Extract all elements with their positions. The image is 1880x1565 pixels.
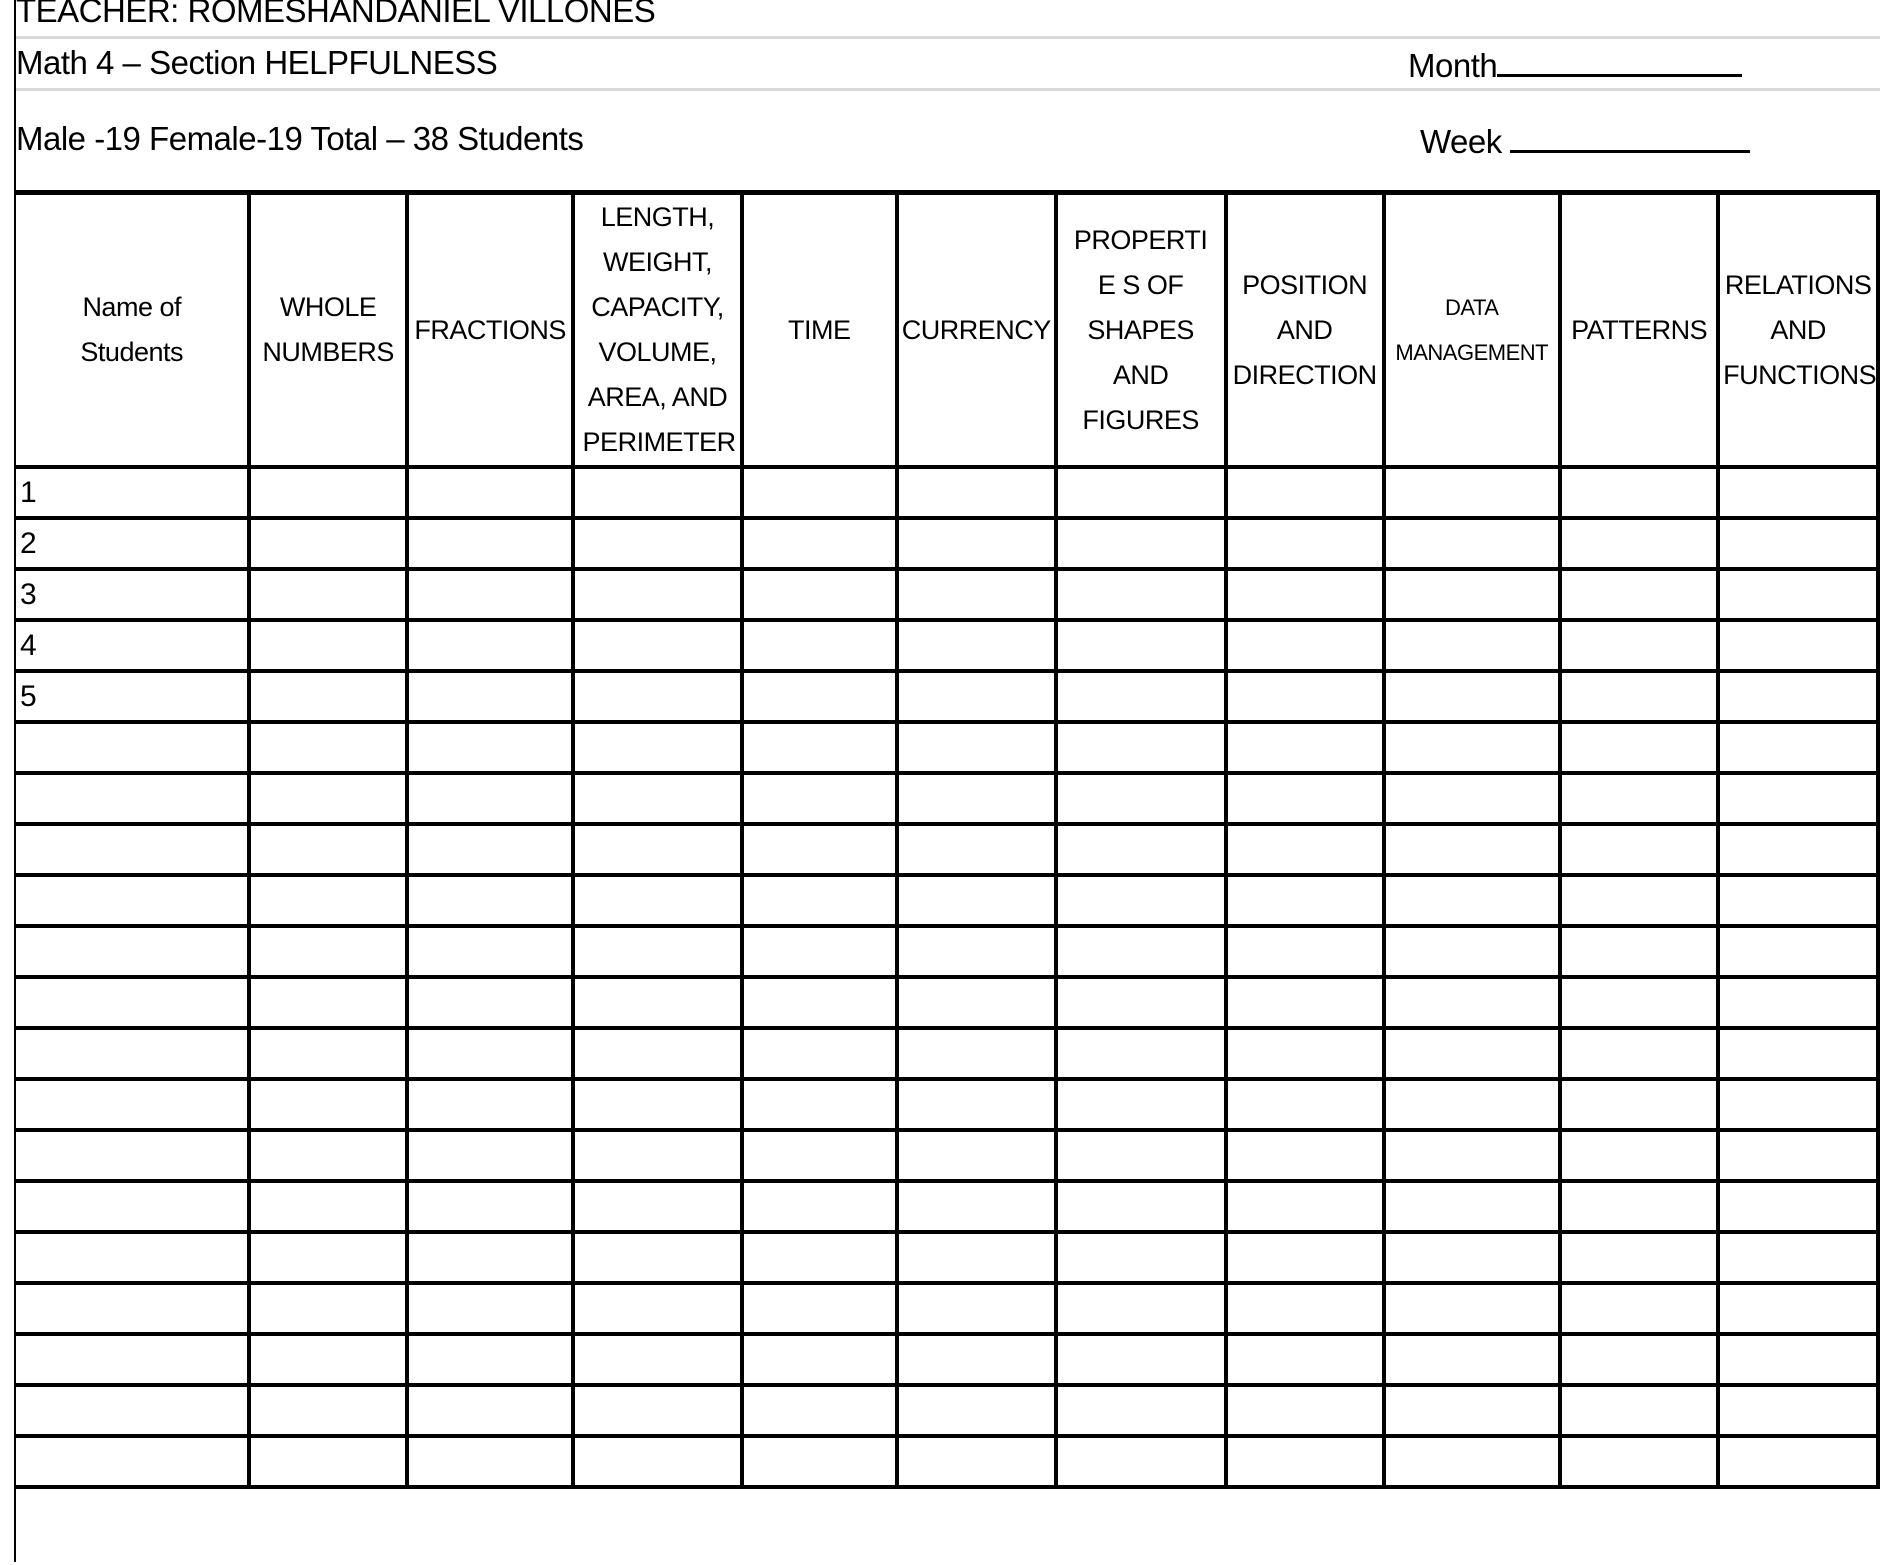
score-cell[interactable]	[897, 569, 1056, 620]
score-cell[interactable]	[742, 467, 897, 518]
student-name-cell[interactable]	[15, 773, 249, 824]
score-cell[interactable]	[1718, 569, 1878, 620]
score-cell[interactable]	[407, 1334, 574, 1385]
score-cell[interactable]	[407, 824, 574, 875]
score-cell[interactable]	[1056, 1181, 1226, 1232]
score-cell[interactable]	[1560, 671, 1718, 722]
score-cell[interactable]	[742, 1283, 897, 1334]
score-cell[interactable]	[573, 1436, 741, 1487]
score-cell[interactable]	[1226, 1130, 1384, 1181]
score-cell[interactable]	[573, 518, 741, 569]
score-cell[interactable]	[249, 926, 406, 977]
score-cell[interactable]	[573, 977, 741, 1028]
week-label: Week	[1420, 123, 1502, 160]
teacher-name: TEACHER: ROMESHANDANIEL VILLONES	[16, 0, 656, 29]
score-cell[interactable]	[249, 1436, 406, 1487]
score-cell[interactable]	[573, 1283, 741, 1334]
student-name-cell[interactable]	[15, 824, 249, 875]
score-cell[interactable]	[1718, 773, 1878, 824]
score-cell[interactable]	[897, 1385, 1056, 1436]
score-cell[interactable]	[1718, 1130, 1878, 1181]
score-cell[interactable]	[1384, 773, 1560, 824]
score-cell[interactable]	[407, 1232, 574, 1283]
month-blank[interactable]	[1497, 44, 1742, 77]
month-field[interactable]	[1408, 44, 1880, 85]
score-cell[interactable]	[407, 875, 574, 926]
score-cell[interactable]	[407, 773, 574, 824]
score-cell[interactable]	[249, 671, 406, 722]
col-position-direction: POSITION AND DIRECTION	[1226, 193, 1384, 468]
header-row	[15, 193, 1878, 468]
score-cell[interactable]	[407, 1385, 574, 1436]
student-name-cell[interactable]	[15, 1283, 249, 1334]
score-cell[interactable]	[1560, 722, 1718, 773]
score-cell[interactable]	[742, 1232, 897, 1283]
score-cell[interactable]	[1384, 518, 1560, 569]
score-cell[interactable]	[249, 1181, 406, 1232]
divider	[16, 36, 1880, 39]
student-name-cell[interactable]	[15, 1385, 249, 1436]
score-cell[interactable]	[1560, 1385, 1718, 1436]
student-row	[15, 875, 1878, 926]
score-cell[interactable]	[897, 1130, 1056, 1181]
student-row	[15, 518, 1878, 569]
student-row	[15, 1385, 1878, 1436]
score-cell[interactable]	[1560, 926, 1718, 977]
student-row	[15, 926, 1878, 977]
score-cell[interactable]	[573, 773, 741, 824]
score-cell[interactable]	[742, 875, 897, 926]
score-cell[interactable]	[573, 875, 741, 926]
score-cell[interactable]	[1226, 671, 1384, 722]
score-cell[interactable]	[1226, 1283, 1384, 1334]
score-cell[interactable]	[573, 1181, 741, 1232]
score-cell[interactable]	[897, 1283, 1056, 1334]
score-cell[interactable]	[573, 569, 741, 620]
col-fractions: FRACTIONS	[407, 193, 574, 468]
student-row	[15, 722, 1878, 773]
score-cell[interactable]	[742, 1436, 897, 1487]
score-cell[interactable]	[742, 1028, 897, 1079]
score-cell[interactable]	[897, 1028, 1056, 1079]
score-cell[interactable]	[742, 926, 897, 977]
score-cell[interactable]	[1056, 467, 1226, 518]
score-cell[interactable]	[897, 1232, 1056, 1283]
score-cell[interactable]	[1560, 1181, 1718, 1232]
score-cell[interactable]	[249, 1334, 406, 1385]
score-cell[interactable]	[742, 620, 897, 671]
score-cell[interactable]	[1560, 1436, 1718, 1487]
score-cell[interactable]	[1718, 671, 1878, 722]
student-name-cell[interactable]: 2	[15, 518, 249, 569]
score-cell[interactable]	[897, 1079, 1056, 1130]
score-cell[interactable]	[1384, 1385, 1560, 1436]
divider	[16, 88, 1880, 91]
score-cell[interactable]	[1384, 1232, 1560, 1283]
score-cell[interactable]	[742, 977, 897, 1028]
score-cell[interactable]	[249, 1028, 406, 1079]
score-cell[interactable]	[1056, 1028, 1226, 1079]
score-cell[interactable]	[1384, 569, 1560, 620]
student-name-cell[interactable]	[15, 1028, 249, 1079]
score-cell[interactable]	[1560, 569, 1718, 620]
month-label: Month	[1408, 47, 1498, 84]
score-cell[interactable]	[1384, 1028, 1560, 1079]
score-cell[interactable]	[407, 926, 574, 977]
score-cell[interactable]	[1226, 518, 1384, 569]
score-cell[interactable]	[742, 1130, 897, 1181]
student-row	[15, 1334, 1878, 1385]
student-row	[15, 1079, 1878, 1130]
score-cell[interactable]	[407, 1028, 574, 1079]
score-cell[interactable]	[1226, 926, 1384, 977]
score-cell[interactable]	[249, 875, 406, 926]
score-cell[interactable]	[1384, 926, 1560, 977]
score-cell[interactable]	[573, 620, 741, 671]
col-measurement: LENGTH, WEIGHT, CAPACITY, VOLUME, AREA, AND PERIMETER	[573, 193, 741, 468]
score-cell[interactable]	[249, 1079, 406, 1130]
score-cell[interactable]	[1226, 1334, 1384, 1385]
student-name-cell[interactable]: 4	[15, 620, 249, 671]
score-cell[interactable]	[1384, 620, 1560, 671]
score-cell[interactable]	[1718, 824, 1878, 875]
score-cell[interactable]	[742, 671, 897, 722]
student-name-cell[interactable]: 5	[15, 671, 249, 722]
score-cell[interactable]	[1718, 518, 1878, 569]
score-cell[interactable]	[1226, 1079, 1384, 1130]
score-cell[interactable]	[1056, 1334, 1226, 1385]
subject-section: Math 4 – Section HELPFULNESS	[16, 44, 498, 81]
score-cell[interactable]	[742, 824, 897, 875]
score-cell[interactable]	[742, 569, 897, 620]
score-cell[interactable]	[1226, 1232, 1384, 1283]
score-cell[interactable]	[249, 1130, 406, 1181]
score-cell[interactable]	[407, 1079, 574, 1130]
student-name-cell[interactable]	[15, 1436, 249, 1487]
score-cell[interactable]	[1384, 467, 1560, 518]
score-cell[interactable]	[1056, 722, 1226, 773]
col-relations-functions: RELATIONS AND FUNCTIONS	[1718, 193, 1878, 468]
student-row	[15, 824, 1878, 875]
student-row	[15, 467, 1878, 518]
score-cell[interactable]	[1560, 467, 1718, 518]
student-name-cell[interactable]	[15, 1334, 249, 1385]
score-cell[interactable]	[1560, 1130, 1718, 1181]
score-cell[interactable]	[897, 1334, 1056, 1385]
score-cell[interactable]	[1718, 1334, 1878, 1385]
student-row	[15, 1232, 1878, 1283]
score-cell[interactable]	[1226, 620, 1384, 671]
score-cell[interactable]	[1056, 875, 1226, 926]
student-row	[15, 1130, 1878, 1181]
col-time: TIME	[742, 193, 897, 468]
col-currency: CURRENCY	[897, 193, 1056, 468]
student-name-cell[interactable]: 3	[15, 569, 249, 620]
student-name-cell[interactable]	[15, 1130, 249, 1181]
score-cell[interactable]	[407, 1283, 574, 1334]
score-cell[interactable]	[249, 1283, 406, 1334]
score-cell[interactable]	[897, 722, 1056, 773]
score-cell[interactable]	[1384, 824, 1560, 875]
enrollment-summary: Male -19 Female-19 Total – 38 Students	[16, 120, 584, 157]
score-cell[interactable]	[1560, 1079, 1718, 1130]
student-row	[15, 671, 1878, 722]
score-cell[interactable]	[897, 518, 1056, 569]
student-row	[15, 1283, 1878, 1334]
score-cell[interactable]	[1560, 875, 1718, 926]
score-cell[interactable]	[1560, 1283, 1718, 1334]
score-cell[interactable]	[1056, 569, 1226, 620]
score-cell[interactable]	[1718, 977, 1878, 1028]
score-cell[interactable]	[742, 1385, 897, 1436]
score-cell[interactable]	[249, 518, 406, 569]
score-cell[interactable]	[1560, 773, 1718, 824]
student-name-cell[interactable]	[15, 1232, 249, 1283]
score-cell[interactable]	[1718, 620, 1878, 671]
score-cell[interactable]	[897, 773, 1056, 824]
score-cell[interactable]	[1226, 773, 1384, 824]
col-patterns: PATTERNS	[1560, 193, 1718, 468]
score-cell[interactable]	[407, 467, 574, 518]
score-cell[interactable]	[1056, 1232, 1226, 1283]
score-cell[interactable]	[897, 1436, 1056, 1487]
score-cell[interactable]	[742, 518, 897, 569]
score-cell[interactable]	[1056, 671, 1226, 722]
score-cell[interactable]	[1056, 824, 1226, 875]
student-name-cell[interactable]: 1	[15, 467, 249, 518]
score-cell[interactable]	[1384, 722, 1560, 773]
score-cell[interactable]	[573, 1028, 741, 1079]
week-blank[interactable]	[1510, 120, 1750, 153]
score-cell[interactable]	[1384, 977, 1560, 1028]
score-cell[interactable]	[249, 977, 406, 1028]
score-cell[interactable]	[897, 1181, 1056, 1232]
student-name-cell[interactable]	[15, 977, 249, 1028]
score-cell[interactable]	[407, 1130, 574, 1181]
score-cell[interactable]	[573, 1334, 741, 1385]
score-cell[interactable]	[573, 467, 741, 518]
score-cell[interactable]	[1056, 926, 1226, 977]
score-cell[interactable]	[1718, 1385, 1878, 1436]
score-cell[interactable]	[1384, 1334, 1560, 1385]
score-cell[interactable]	[1056, 518, 1226, 569]
score-cell[interactable]	[1560, 824, 1718, 875]
score-cell[interactable]	[1056, 1283, 1226, 1334]
week-field[interactable]	[1420, 120, 1880, 161]
score-cell[interactable]	[897, 467, 1056, 518]
student-row	[15, 1181, 1878, 1232]
student-name-cell[interactable]	[15, 722, 249, 773]
score-cell[interactable]	[249, 620, 406, 671]
score-cell[interactable]	[1056, 773, 1226, 824]
student-row	[15, 977, 1878, 1028]
score-cell[interactable]	[249, 1385, 406, 1436]
score-cell[interactable]	[897, 824, 1056, 875]
score-cell[interactable]	[1718, 1283, 1878, 1334]
score-cell[interactable]	[407, 1436, 574, 1487]
score-cell[interactable]	[573, 926, 741, 977]
score-cell[interactable]	[407, 1181, 574, 1232]
score-cell[interactable]	[1384, 1130, 1560, 1181]
score-cell[interactable]	[1226, 824, 1384, 875]
score-cell[interactable]	[407, 977, 574, 1028]
score-cell[interactable]	[249, 773, 406, 824]
score-cell[interactable]	[407, 722, 574, 773]
score-cell[interactable]	[1226, 722, 1384, 773]
student-name-cell[interactable]	[15, 926, 249, 977]
student-name-cell[interactable]	[15, 1079, 249, 1130]
score-cell[interactable]	[1560, 1028, 1718, 1079]
score-cell[interactable]	[1718, 1079, 1878, 1130]
score-cell[interactable]	[573, 1130, 741, 1181]
score-cell[interactable]	[897, 977, 1056, 1028]
score-cell[interactable]	[897, 620, 1056, 671]
score-cell[interactable]	[249, 467, 406, 518]
student-row	[15, 773, 1878, 824]
score-cell[interactable]	[249, 1232, 406, 1283]
score-cell[interactable]	[407, 620, 574, 671]
score-cell[interactable]	[1560, 1334, 1718, 1385]
score-cell[interactable]	[1384, 671, 1560, 722]
score-cell[interactable]	[1226, 1385, 1384, 1436]
score-cell[interactable]	[1718, 1232, 1878, 1283]
col-data-management: DATA MANAGEMENT	[1384, 193, 1560, 468]
score-cell[interactable]	[742, 1181, 897, 1232]
score-cell[interactable]	[1384, 1181, 1560, 1232]
score-cell[interactable]	[1226, 1436, 1384, 1487]
student-name-cell[interactable]	[15, 875, 249, 926]
score-cell[interactable]	[1718, 926, 1878, 977]
score-cell[interactable]	[1056, 1079, 1226, 1130]
score-cell[interactable]	[1384, 875, 1560, 926]
score-cell[interactable]	[1560, 1232, 1718, 1283]
score-cell[interactable]	[573, 824, 741, 875]
score-cell[interactable]	[1056, 1385, 1226, 1436]
score-cell[interactable]	[1384, 1436, 1560, 1487]
score-cell[interactable]	[249, 824, 406, 875]
score-cell[interactable]	[742, 1334, 897, 1385]
score-cell[interactable]	[897, 671, 1056, 722]
score-cell[interactable]	[1560, 518, 1718, 569]
student-row	[15, 620, 1878, 671]
score-cell[interactable]	[742, 1079, 897, 1130]
score-cell[interactable]	[407, 671, 574, 722]
score-cell[interactable]	[407, 569, 574, 620]
score-cell[interactable]	[1718, 722, 1878, 773]
score-cell[interactable]	[1560, 977, 1718, 1028]
score-cell[interactable]	[573, 1385, 741, 1436]
score-cell[interactable]	[573, 1079, 741, 1130]
score-cell[interactable]	[1226, 1181, 1384, 1232]
score-cell[interactable]	[742, 773, 897, 824]
student-name-cell[interactable]	[15, 1181, 249, 1232]
student-row	[15, 569, 1878, 620]
score-cell[interactable]	[1384, 1079, 1560, 1130]
score-cell[interactable]	[742, 722, 897, 773]
score-cell[interactable]	[573, 1232, 741, 1283]
score-cell[interactable]	[1384, 1283, 1560, 1334]
score-cell[interactable]	[1718, 875, 1878, 926]
score-cell[interactable]	[1226, 467, 1384, 518]
score-cell[interactable]	[1226, 1028, 1384, 1079]
score-cell[interactable]	[897, 926, 1056, 977]
score-cell[interactable]	[573, 722, 741, 773]
student-row	[15, 1028, 1878, 1079]
score-cell[interactable]	[1226, 569, 1384, 620]
score-cell[interactable]	[1226, 977, 1384, 1028]
score-cell[interactable]	[1718, 1436, 1878, 1487]
score-cell[interactable]	[249, 569, 406, 620]
score-cell[interactable]	[1226, 875, 1384, 926]
score-cell[interactable]	[1056, 1130, 1226, 1181]
score-cell[interactable]	[1718, 1028, 1878, 1079]
score-cell[interactable]	[1718, 1181, 1878, 1232]
score-cell[interactable]	[249, 722, 406, 773]
score-cell[interactable]	[573, 671, 741, 722]
score-cell[interactable]	[1718, 467, 1878, 518]
tracking-table	[14, 190, 1880, 1489]
score-cell[interactable]	[1056, 977, 1226, 1028]
col-name-of-students: Name of Students	[15, 193, 249, 468]
score-cell[interactable]	[1560, 620, 1718, 671]
score-cell[interactable]	[407, 518, 574, 569]
student-row	[15, 1436, 1878, 1487]
score-cell[interactable]	[1056, 1436, 1226, 1487]
score-cell[interactable]	[1056, 620, 1226, 671]
score-cell[interactable]	[897, 875, 1056, 926]
col-whole-numbers: WHOLE NUMBERS	[249, 193, 406, 468]
col-shapes-figures: PROPERTIE S OF SHAPES AND FIGURES	[1056, 193, 1226, 468]
